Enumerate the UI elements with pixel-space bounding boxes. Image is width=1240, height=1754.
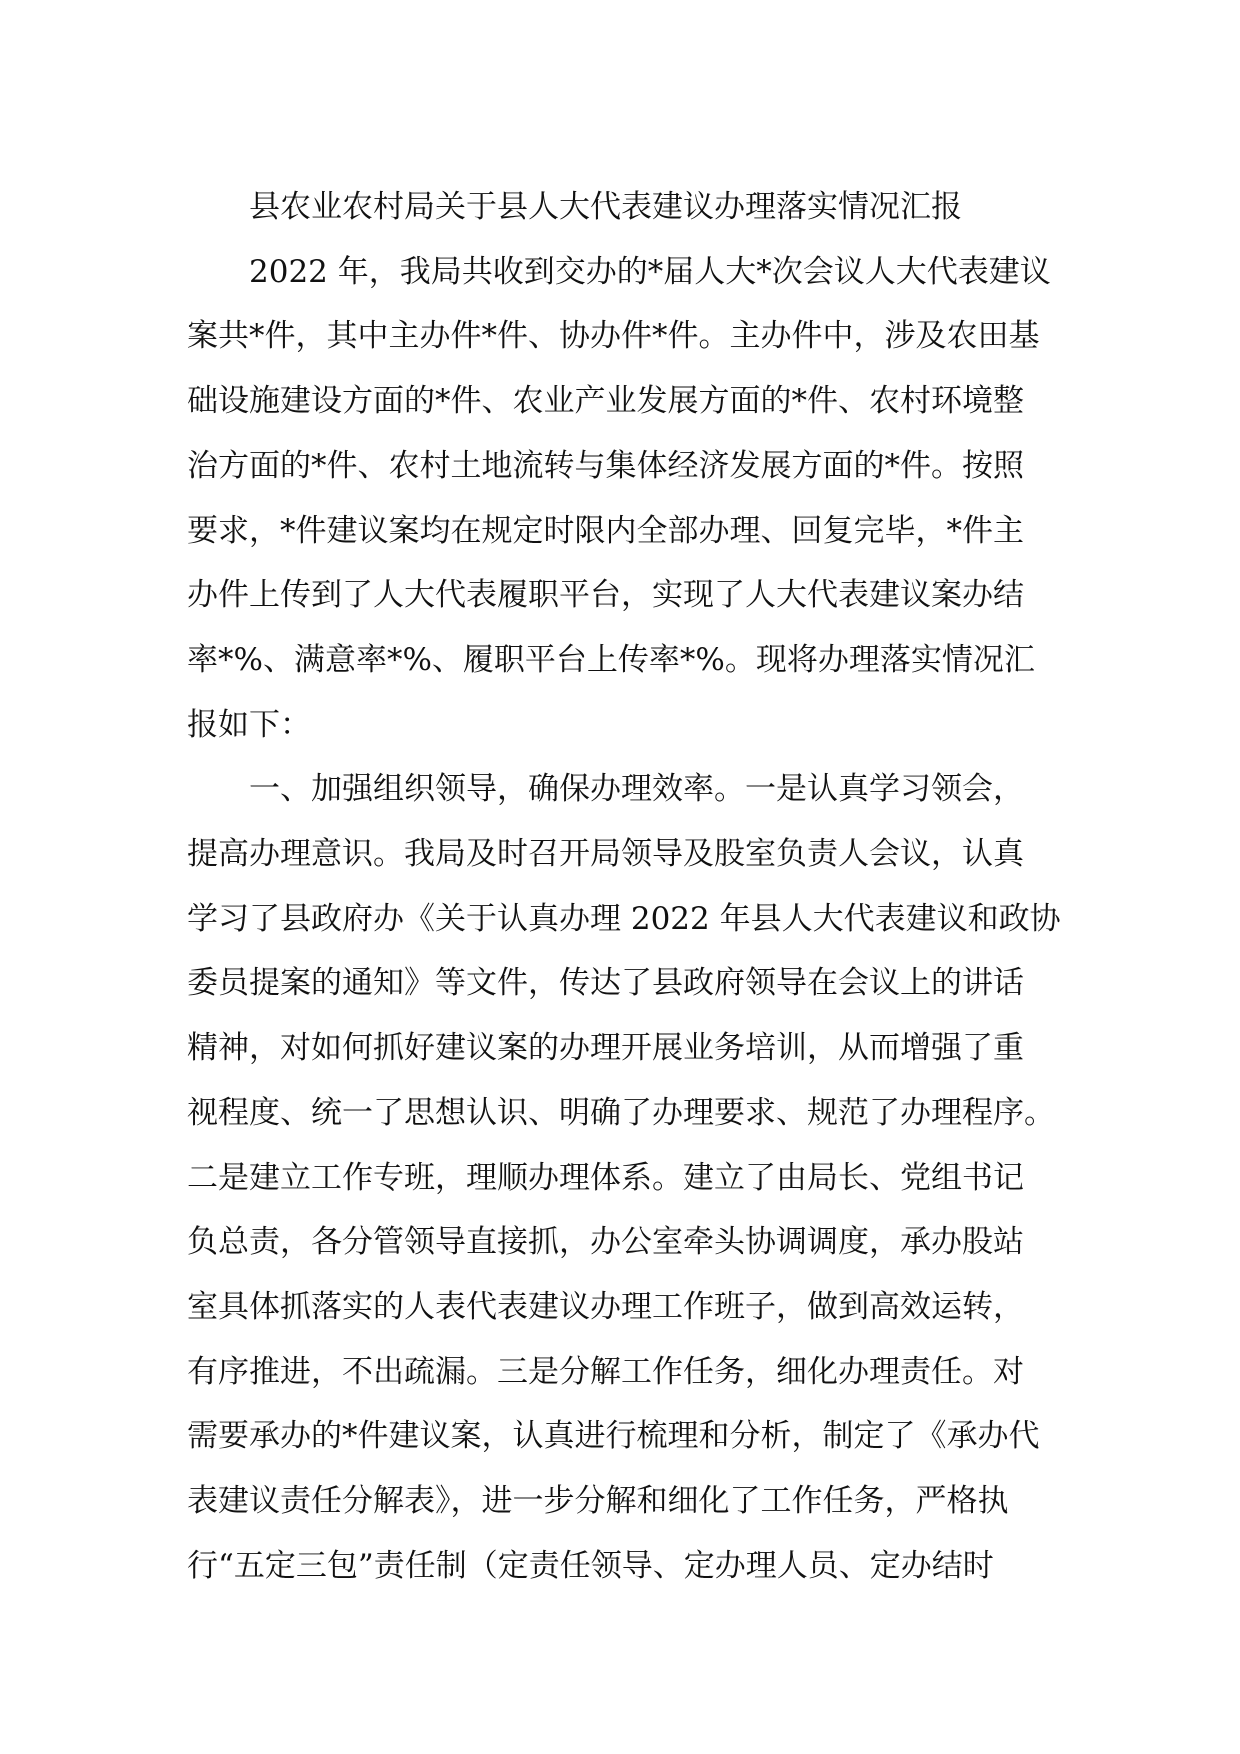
paragraph-2-line-5: 精神，对如何抓好建议案的办理开展业务培训，从而增强了重 — [187, 1030, 1024, 1067]
paragraph-1-line-3: 础设施建设方面的*件、农业产业发展方面的*件、农村环境整 — [187, 383, 1024, 420]
paragraph-1-line-6: 办件上传到了人大代表履职平台，实现了人大代表建议案办结 — [187, 577, 1024, 614]
paragraph-1-line-8: 报如下： — [187, 706, 311, 743]
document-body — [187, 175, 1067, 1598]
paragraph-2-line-4: 委员提案的通知》等文件，传达了县政府领导在会议上的讲话 — [187, 965, 1024, 1002]
paragraph-1-line-7: 率*%、满意率*%、履职平台上传率*%。现将办理落实情况汇 — [187, 641, 1035, 678]
paragraph-2-line-2: 提高办理意识。我局及时召开局领导及股室负责人会议，认真 — [187, 836, 1024, 873]
paragraph-2-line-12: 表建议责任分解表》，进一步分解和细化了工作任务，严格执 — [187, 1483, 1009, 1520]
paragraph-2-line-3: 学习了县政府办《关于认真办理 2022 年县人大代表建议和政协 — [187, 900, 1061, 937]
paragraph-2-line-9: 室具体抓落实的人表代表建议办理工作班子，做到高效运转， — [187, 1288, 1024, 1325]
paragraph-2-line-13: 行“五定三包”责任制（定责任领导、定办理人员、定办结时 — [187, 1547, 994, 1584]
paragraph-2-line-1: 一、加强组织领导，确保办理效率。一是认真学习领会， — [249, 771, 1024, 808]
paragraph-1-line-1: 2022 年，我局共收到交办的*届人大*次会议人大代表建议 — [249, 253, 1051, 290]
paragraph-1-line-2: 案共*件，其中主办件*件、协办件*件。主办件中，涉及农田基 — [187, 318, 1040, 355]
paragraph-2-line-11: 需要承办的*件建议案，认真进行梳理和分析，制定了《承办代 — [187, 1418, 1040, 1455]
paragraph-2-line-8: 负总责，各分管领导直接抓，办公室牵头协调调度，承办股站 — [187, 1224, 1024, 1261]
paragraph-1-line-4: 治方面的*件、农村土地流转与集体经济发展方面的*件。按照 — [187, 447, 1024, 484]
paragraph-2-line-10: 有序推进，不出疏漏。三是分解工作任务，细化办理责任。对 — [187, 1353, 1024, 1390]
paragraph-2-line-7: 二是建立工作专班，理顺办理体系。建立了由局长、党组书记 — [187, 1159, 1024, 1196]
paragraph-2-line-6: 视程度、统一了思想认识、明确了办理要求、规范了办理程序。 — [187, 1094, 1055, 1131]
document-title: 县农业农村局关于县人大代表建议办理落实情况汇报 — [249, 189, 962, 225]
paragraph-1-line-5: 要求，*件建议案均在规定时限内全部办理、回复完毕，*件主 — [187, 512, 1024, 549]
